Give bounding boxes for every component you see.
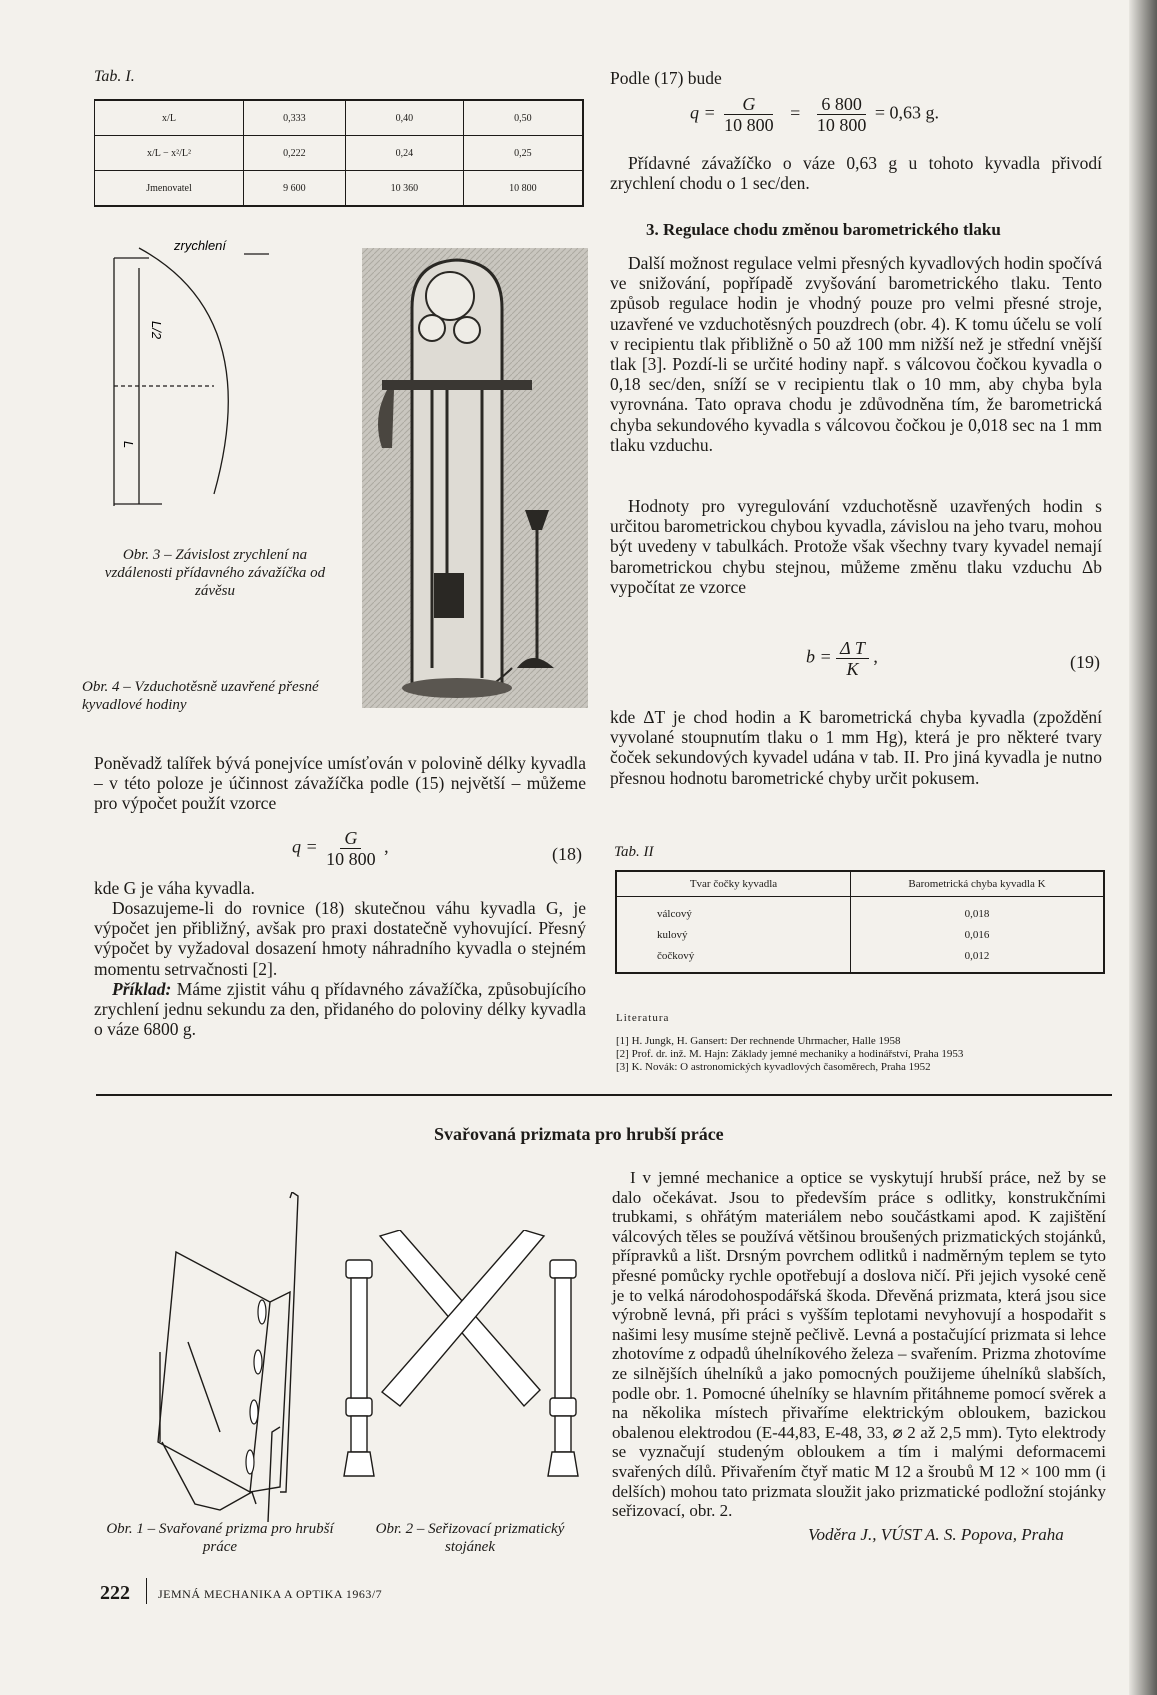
eq19-number: (19) [1070, 652, 1100, 672]
eq19-fraction [836, 638, 869, 679]
eq19-denominator: K [846, 659, 859, 679]
table-row [95, 100, 584, 136]
journal-name: JEMNÁ MECHANIKA A OPTIKA 1963/7 [158, 1587, 383, 1601]
table-row [616, 945, 1104, 973]
table-header: Tvar čočky kyvadla [616, 871, 851, 897]
eqq-fraction-1 [720, 94, 778, 135]
table-cell: 0,012 [851, 945, 1105, 973]
eqq-lhs: q = [690, 102, 716, 123]
eq18-denominator: 10 800 [326, 849, 376, 869]
table-cell: 10 800 [463, 171, 583, 207]
equation-18 [292, 828, 389, 869]
eqq-num-2: 6 800 [817, 94, 866, 115]
example-text: Máme zjistit váhu q přídavného závažíčka, způsobujícího zrychlení jednu sekundu za den, přidaného do poloviny délky kyvadla o váze 6800 g. [94, 979, 586, 1040]
right-intro: Podle (17) bude [610, 68, 722, 88]
fig3-label-half: L/2 [149, 321, 164, 340]
fig1-welded-prism [140, 1192, 330, 1522]
example-lead: Příklad: [112, 979, 172, 999]
article2-signature: Voděra J., VÚST A. S. Popova, Praha [808, 1525, 1064, 1544]
table-cell: čočkový [657, 949, 695, 962]
table-cell: 0,333 [244, 100, 346, 136]
reference-item: [2] Prof. dr. inž. M. Hajn: Základy jemné mechaniky a hodinářství, Praha 1953 [616, 1048, 964, 1060]
table-row [95, 136, 584, 171]
eqq-equals: = [790, 102, 801, 123]
table-row [616, 924, 1104, 945]
article2-title: Svařovaná prizmata pro hrubší práce [434, 1124, 724, 1144]
table-cell: x/L − x²/L² [95, 136, 244, 171]
fig3-label-acceleration: zrychlení [174, 238, 227, 253]
eqq-result: = 0,63 g. [874, 102, 939, 123]
eq18-lhs: q = [292, 836, 318, 857]
left-paragraph-1: Poněvadž talířek bývá ponejvíce umísťován v polovině délky kyvadla – v této poloze je účinnost závažíčka podle (15) největší – můžeme pro výpočet použít vzorce [94, 753, 586, 814]
eq18-fraction [322, 828, 380, 869]
table-header-row [616, 871, 1104, 897]
table-cell: kulový [657, 928, 688, 941]
reference-item: [3] K. Novák: O astronomických kyvadlových časoměrech, Praha 1952 [616, 1061, 931, 1073]
fig1-caption: Obr. 1 – Svařované prizma pro hrubší práce [106, 1521, 334, 1555]
literature-title: Literatura [616, 1012, 670, 1024]
left-paragraph-2: kde G je váha kyvadla. [94, 878, 255, 898]
table-cell: Jmenovatel [95, 171, 244, 207]
fig4-clock-photo [362, 248, 588, 708]
table-cell: 0,40 [345, 100, 463, 136]
eq18-number: (18) [552, 844, 582, 864]
left-paragraph-4 [94, 979, 586, 1040]
eq18-comma: , [384, 836, 389, 857]
article2-body: I v jemné mechanice a optice se vyskytují hrubší práce, než by se dalo očekávat. Jsou to především práce s odlitky, konstrukčními trubkami, s ohřátým materiálem nebo součástkami apod. K zajištění válcových těles se používá většinou broušených prizmatických stojánků, přípravků a lišt. Drsným povrchem odlitků i nadměrným teplem se tyto přesné pomůcky rychle opotřebují a doslova ničí. Při jejich vysoké ceně je to velká národohospodářská škoda. Dřevěná prizmata, která jsou sice výrobně levná, při práci s vyšším teplotami nevyhovují a hospodařit s našimi lesy musíme stejně pečlivě. Levná a postačující prizmata si lehce zhotovíme z odpadů úhelníkového železa – svařením. Prizma zhotovíme ze silnějších úhelníků a jako pomocných použijeme úhelníků slabších, podle obr. 1. Pomocné úhelníky se hlavním přitáhneme pomocí svěrek a na několika místech přivaříme elektrickým obloukem, bazickou obalenou elektrodou (E-44,83, E-48, 33, ⌀ 2 až 2,5 mm). Tyto elektrody se vyznačují studeným obloukem a tím i malými deformacemi svařených dílů. Přivařením čtyř matic M 12 a šroubů M 12 × 100 mm (i delších) mohou tato prizmata sloužit jako prizmatické podložní stojánky seřizovací, obr. 2. [612, 1168, 1106, 1521]
table-cell: 0,24 [345, 136, 463, 171]
table-cell: válcový [657, 907, 692, 920]
eq18-numerator: G [340, 828, 361, 849]
table2-label: Tab. II [614, 844, 654, 860]
right-paragraph-3: Hodnoty pro vyregulování vzduchotěsně uzavřených hodin s určitou barometrickou chybou kyvadla, závislou na jeho tvaru, mohou být uvedeny v tabulkách. Protože však všechny tvary kyvadel nemají barometrickou chybu stejnou, můžeme změnu tlaku vzduchu Δb vypočítat ze vzorce [610, 496, 1102, 597]
table-cell: 0,25 [463, 136, 583, 171]
eq19-numerator: Δ T [836, 638, 869, 659]
table-cell: 10 360 [345, 171, 463, 207]
literature [616, 1012, 963, 1074]
eq19-lhs: b = [806, 646, 832, 667]
table-cell: 0,50 [463, 100, 583, 136]
left-paragraph-3: Dosazujeme-li do rovnice (18) skutečnou váhu kyvadla G, je výpočet jen přibližný, avšak pro praxi dostatečně vyhovující. Přesný výpočet by vyžadoval dosazení hmoty náhradního kyvadla o stejném momentu setrvačnosti [2]. [94, 898, 586, 979]
fig2-adjusting-stand [340, 1230, 580, 1480]
table-cell: x/L [95, 100, 244, 136]
table-cell: 0,018 [851, 897, 1105, 925]
table-header: Barometrická chyba kyvadla K [851, 871, 1105, 897]
table-row [95, 171, 584, 207]
page-edge-shadow [1129, 0, 1157, 1695]
table-cell: 0,016 [851, 924, 1105, 945]
fig4-caption: Obr. 4 – Vzduchotěsně uzavřené přesné kyvadlové hodiny [82, 679, 319, 713]
right-paragraph-2: Další možnost regulace velmi přesných kyvadlových hodin spočívá ve snižování, popřípadě zvyšování barometrického tlaku. Tento způsob regulace hodin je vhodný pouze pro velmi přesné stroje, uzavřené ve vzduchotěsných pouzdrech (obr. 4). K tomu účelu se volí v recipientu tlak přibližně o 50 až 100 mm nižší než je střední vnější tlak [3]. Pozdí-li se určité hodiny např. s válcovou čočkou kyvadla o 0,18 sec/den, sníží se v recipientu tlak o 10 mm, aby chyba byla vyrovnána. Tato oprava chodu je zdůvodněna tím, že barometrická chyba sekundového kyvadla s válcovou čočkou je 0,018 sec na 1 mm tlaku vzduchu. [610, 253, 1102, 455]
section-3-title: 3. Regulace chodu změnou barometrického tlaku [646, 220, 1001, 239]
eqq-den-2: 10 800 [816, 115, 867, 135]
article-divider [96, 1094, 1112, 1096]
table-row [616, 897, 1104, 925]
right-paragraph-1: Přídavné závažíčko o váze 0,63 g u tohoto kyvadla přivodí zrychlení chodu o 1 sec/den. [610, 153, 1102, 194]
eq19-comma: , [873, 646, 878, 667]
fig3-label-length: L [121, 441, 136, 449]
page-number: 222 [100, 1582, 130, 1604]
table-cell: 9 600 [244, 171, 346, 207]
reference-item: [1] H. Jungk, H. Gansert: Der rechnende Uhrmacher, Halle 1958 [616, 1035, 901, 1047]
table2 [615, 870, 1105, 974]
right-paragraph-4: kde ΔT je chod hodin a K barometrická chyba kyvadla (zpoždění vyvolané stoupnutím tlaku o 1 mm Hg), která je pro některé tvary čoček sekundových kyvadel udána v tab. II. Pro jiná kyvadla je nutno přesnou hodnotu barometrické chyby určit pokusem. [610, 707, 1102, 788]
fig3-diagram [94, 236, 344, 536]
table-cell: 0,222 [244, 136, 346, 171]
fig2-caption: Obr. 2 – Seřizovací prizmatický stojánek [375, 1521, 565, 1555]
fig3-caption: Obr. 3 – Závislost zrychlení na vzdálenosti přídavného závažíčka od závěsu [104, 547, 326, 599]
eqq-num-1: G [724, 94, 773, 115]
table1-label: Tab. I. [94, 68, 135, 85]
eqq-fraction-2 [813, 94, 871, 135]
eqq-den-1: 10 800 [724, 115, 774, 135]
equation-19 [806, 638, 878, 679]
table1 [94, 99, 584, 207]
footer-divider [146, 1578, 147, 1604]
equation-q [690, 94, 939, 135]
